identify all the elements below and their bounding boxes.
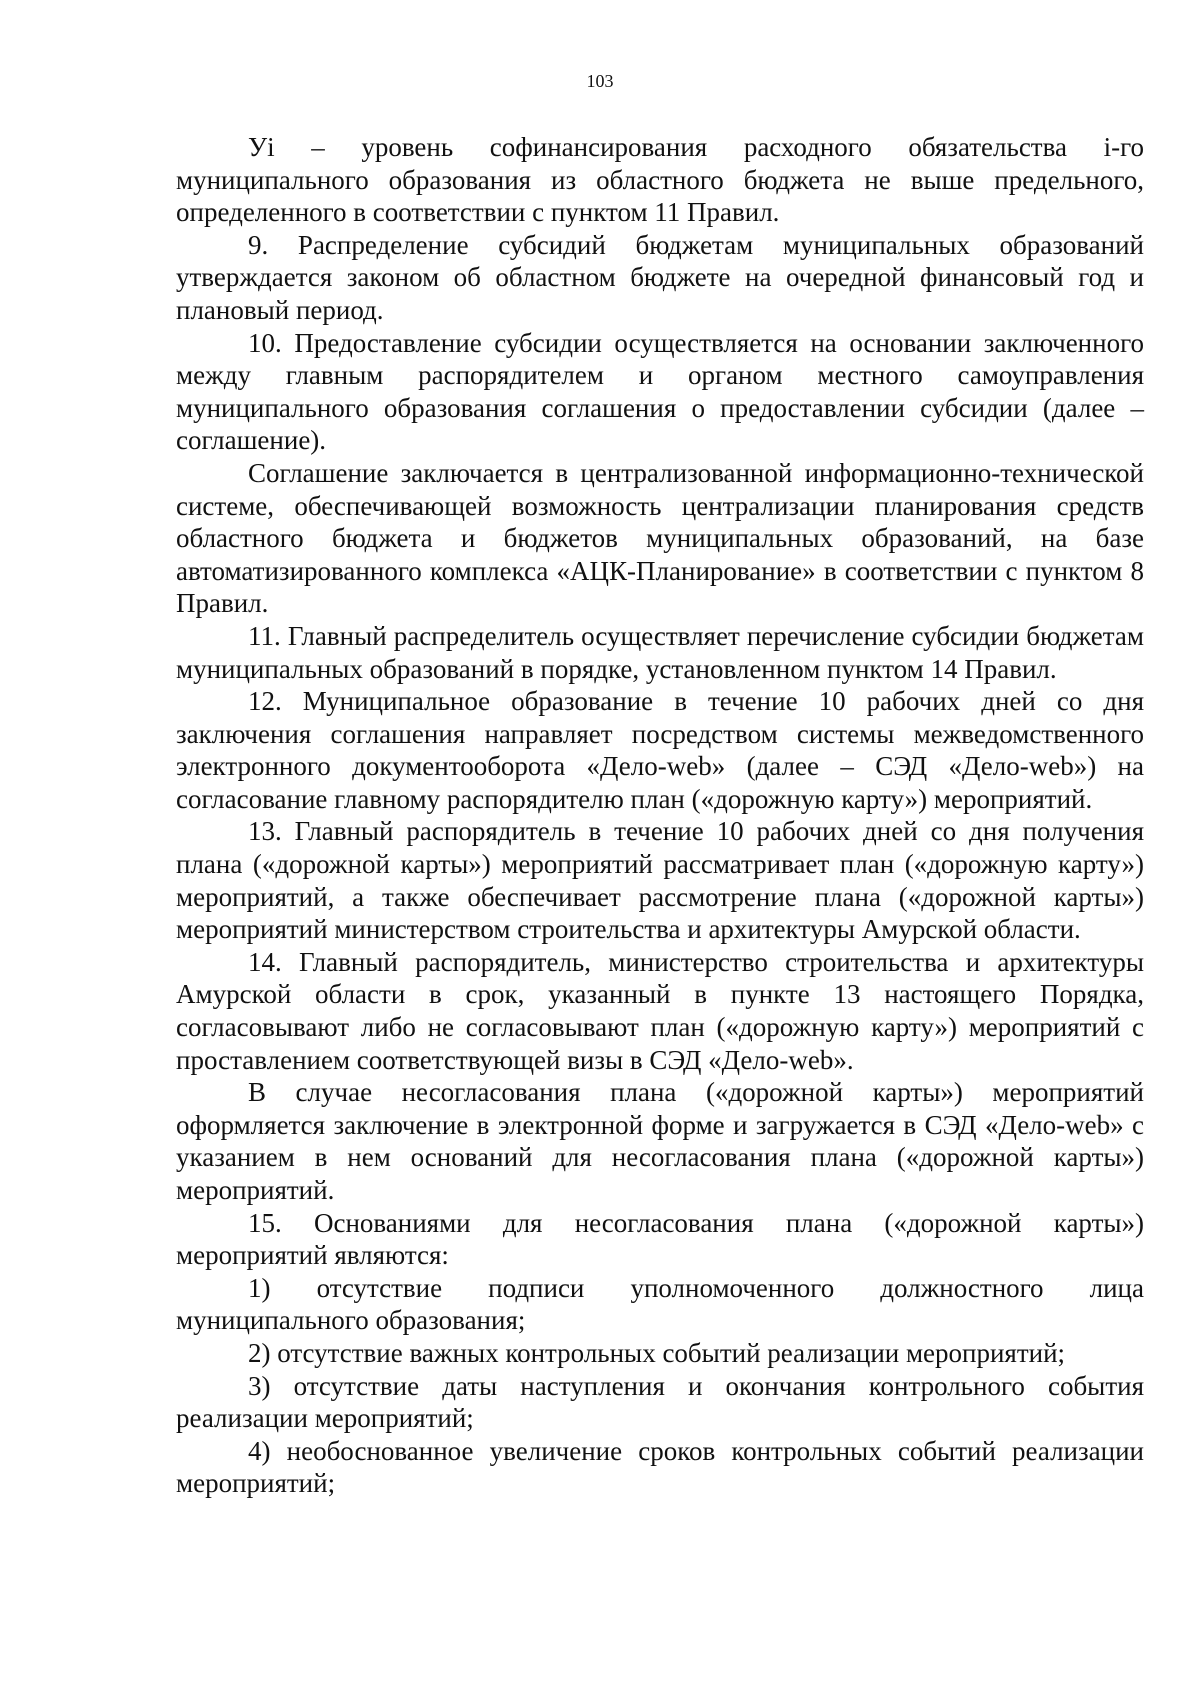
list-item-3: 3) отсутствие даты наступления и окончания контрольного события реализации мероприятий; [176, 1370, 1144, 1434]
paragraph-item-13: 13. Главный распорядитель в течение 10 рабочих дней со дня получения плана («дорожной карты») мероприятий рассматривает план («дорожную карту») мероприятий, а также обеспечивает рассмотрение плана («дорожной карты») мероприятий министерством строительства и архитектуры Амурской области. [176, 816, 1144, 945]
paragraph-item-14: 14. Главный распорядитель, министерство строительства и архитектуры Амурской области в срок, указанный в пункте 13 настоящего Порядка, согласовывают либо не согласовывают план («дорожную карту») мероприятий с проставлением соответствующей визы в СЭД «Дело-web». [176, 946, 1144, 1075]
paragraph-item-11: 11. Главный распределитель осуществляет перечисление субсидии бюджетам муниципальных образований в порядке, установленном пунктом 14 Правил. [176, 620, 1144, 684]
list-item-2: 2) отсутствие важных контрольных событий реализации мероприятий; [248, 1337, 1066, 1368]
document-body [176, 131, 1144, 1500]
page-number: 103 [586, 71, 614, 91]
paragraph-item-15: 15. Основаниями для несогласования плана («дорожной карты») мероприятий являются: [176, 1207, 1144, 1271]
paragraph-agreement: Соглашение заключается в централизованной информационно-технической системе, обеспечивающей возможность централизации планирования средств областного бюджета и бюджетов муниципальных образований, на базе автоматизированного комплекса «АЦК-Планирование» в соответствии с пунктом 8 Правил. [176, 457, 1144, 619]
list-item-1: 1) отсутствие подписи уполномоченного должностного лица муниципального образования; [176, 1272, 1144, 1336]
paragraph-item-9: 9. Распределение субсидий бюджетам муниципальных образований утверждается законом об областном бюджете на очередной финансовый год и плановый период. [176, 229, 1144, 325]
paragraph-item-12: 12. Муниципальное образование в течение 10 рабочих дней со дня заключения соглашения направляет посредством системы межведомственного электронного документооборота «Дело-web» (далее – СЭД «Дело-web») на согласование главному распорядителю план («дорожную карту») мероприятий. [176, 686, 1144, 814]
paragraph-yi-definition: Уi – уровень софинансирования расходного обязательства i-го муниципального образования из областного бюджета не выше предельного, определенного в соответствии с пунктом 11 Правил. [176, 132, 1144, 228]
list-item-4: 4) необоснованное увеличение сроков контрольных событий реализации мероприятий; [176, 1435, 1144, 1499]
paragraph-item-10: 10. Предоставление субсидии осуществляется на основании заключенного между главным распорядителем и органом местного самоуправления муниципального образования соглашения о предоставлении субсидии (далее – соглашение). [176, 327, 1144, 456]
paragraph-nonapproval: В случае несогласования плана («дорожной карты») мероприятий оформляется заключение в электронной форме и загружается в СЭД «Дело-web» с указанием в нем оснований для несогласования плана («дорожной карты») мероприятий. [176, 1077, 1144, 1205]
